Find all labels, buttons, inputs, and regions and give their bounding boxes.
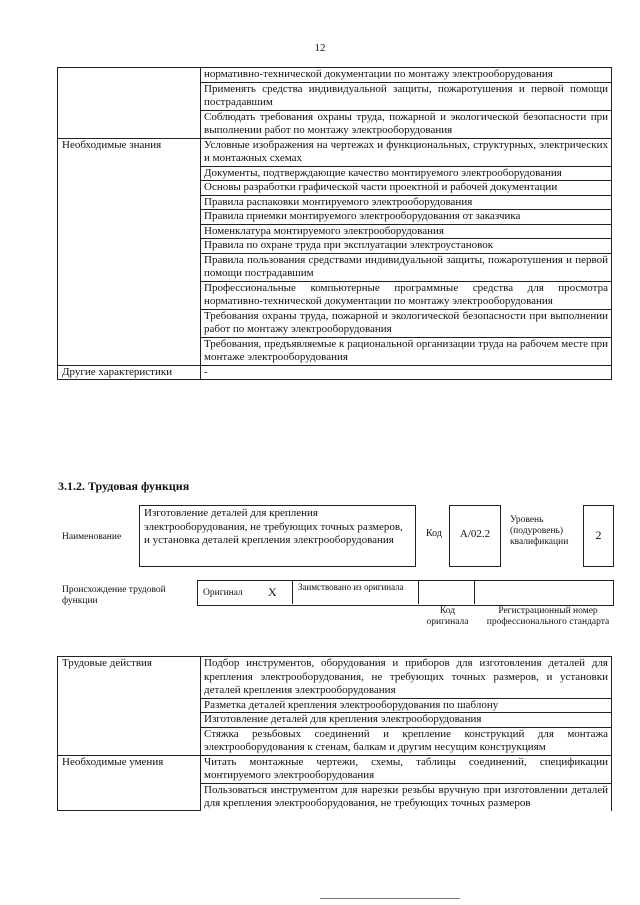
reg-number-label: Регистрационный номер профессионального стандарта xyxy=(486,606,610,627)
table-cell: Документы, подтверждающие качество монтируемого электрооборудования xyxy=(201,166,612,181)
table-cell: Номенклатура монтируемого электрооборудования xyxy=(201,224,612,239)
code-value: А/02.2 xyxy=(459,528,491,540)
table-cell: Читать монтажные чертежи, схемы, таблицы соединений, спецификации монтируемого электрооборудования xyxy=(201,755,612,783)
name-label: Наименование xyxy=(62,532,122,542)
table-row xyxy=(58,657,612,699)
table-cell: Требования, предъявляемые к рациональной организации труда на рабочем месте при монтаже электрооборудования xyxy=(201,337,612,365)
page-number: 12 xyxy=(314,42,326,54)
table-cell: Правила приемки монтируемого электрооборудования от заказчика xyxy=(201,210,612,225)
table-cell: Пользоваться инструментом для нарезки резьбы вручную при изготовлении деталей для крепления электрооборудования, не требующих точных размеров xyxy=(201,783,612,811)
table-row xyxy=(58,68,612,83)
code-original-label: Код оригинала xyxy=(426,606,469,627)
level-label: Уровень (подуровень) квалификации xyxy=(510,515,569,547)
origin-divider xyxy=(474,580,475,604)
row-label xyxy=(58,68,201,139)
table-cell: - xyxy=(201,365,612,380)
table-row xyxy=(58,138,612,166)
table-cell: Разметка деталей крепления электрооборудования по шаблону xyxy=(201,698,612,713)
borrowed-label: Заимствовано из оригинала xyxy=(298,582,404,592)
table-cell: Основы разработки графической части проектной и рабочей документации xyxy=(201,181,612,196)
knowledge-table xyxy=(57,67,612,380)
original-mark: X xyxy=(268,585,277,599)
table-cell: Соблюдать требования охраны труда, пожарной и экологической безопасности при выполнении работ по монтажу электрооборудования xyxy=(201,110,612,138)
level-box xyxy=(583,505,614,567)
code-label: Код xyxy=(426,528,442,539)
origin-divider xyxy=(292,580,293,604)
section-title: 3.1.2. Трудовая функция xyxy=(58,479,190,493)
table-cell: Требования охраны труда, пожарной и экологической безопасности при выполнении работ по монтажу электрооборудования xyxy=(201,309,612,337)
table-row xyxy=(58,755,612,783)
table-cell: Профессиональные компьютерные программные средства для просмотра нормативно-технической документации по монтажу электрооборудования xyxy=(201,281,612,309)
original-label: Оригинал xyxy=(203,588,243,598)
table-cell: Правила пользования средствами индивидуальной защиты, пожаротушения и первой помощи пострадавшим xyxy=(201,253,612,281)
function-name: Изготовление деталей для крепления электрооборудования, не требующих точных размеров, и установка деталей крепления электрооборудования xyxy=(144,507,403,546)
table-cell: Правила распаковки монтируемого электрооборудования xyxy=(201,195,612,210)
table-cell: Условные изображения на чертежах и функциональных, структурных, электрических и монтажных схемах xyxy=(201,138,612,166)
table-cell: нормативно-технической документации по монтажу электрооборудования xyxy=(201,68,612,83)
table-cell: Стяжка резьбовых соединений и крепление конструкций для монтажа электрооборудования к стенам, балкам и другим несущим конструкциям xyxy=(201,727,612,755)
scan-edge-line xyxy=(320,898,460,899)
table-cell: Изготовление деталей для крепления электрооборудования xyxy=(201,713,612,728)
name-box xyxy=(139,505,416,567)
row-label-actions: Трудовые действия xyxy=(58,657,201,756)
origin-divider xyxy=(418,580,419,604)
table-cell: Правила по охране труда при эксплуатации электроустановок xyxy=(201,239,612,254)
code-box xyxy=(449,505,501,567)
row-label-skills: Необходимые умения xyxy=(58,755,201,811)
actions-table xyxy=(57,656,612,811)
origin-label: Происхождение трудовой функции xyxy=(62,585,166,606)
level-value: 2 xyxy=(595,528,602,542)
table-cell: Подбор инструментов, оборудования и приборов для изготовления деталей для крепления электрооборудования, не требующих точных размеров, и установки деталей крепления электрооборудования xyxy=(201,657,612,699)
table-cell: Применять средства индивидуальной защиты, пожаротушения и первой помощи пострадавшим xyxy=(201,82,612,110)
table-row xyxy=(58,365,612,380)
row-label-knowledge: Необходимые знания xyxy=(58,138,201,365)
row-label-other: Другие характеристики xyxy=(58,365,201,380)
